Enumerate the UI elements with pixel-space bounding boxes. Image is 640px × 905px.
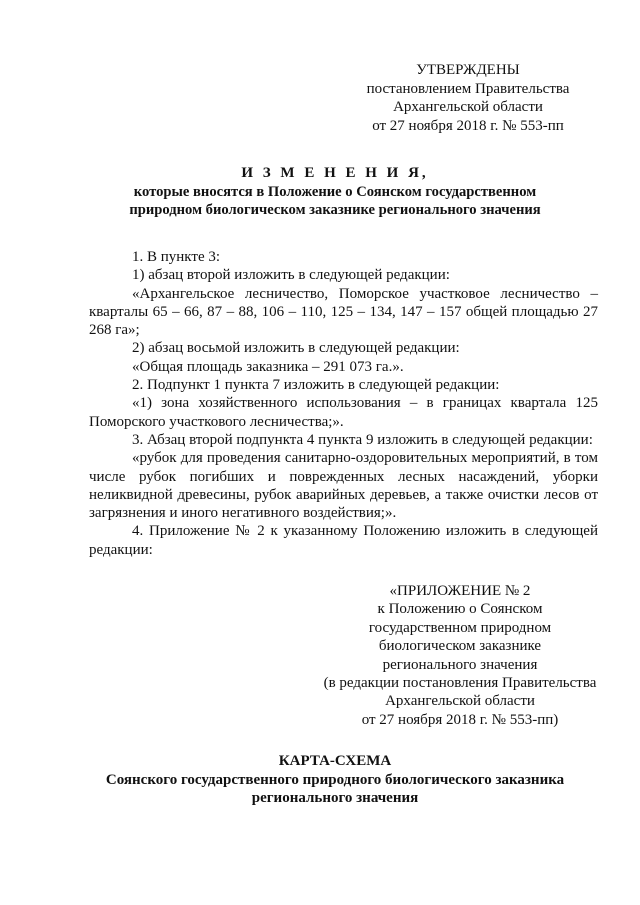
appendix-line: Архангельской области	[385, 693, 535, 710]
paragraph-subitem: 2) абзац восьмой изложить в следующей редакции:	[132, 340, 460, 357]
appendix-line: к Положению о Соянском	[377, 601, 543, 618]
appendix-line: от 27 ноября 2018 г. № 553-пп)	[361, 711, 559, 728]
approval-line: УТВЕРЖДЕНЫ	[416, 62, 520, 78]
appendix-line: «ПРИЛОЖЕНИЕ № 2	[389, 583, 531, 599]
appendix-line: (в редакции постановления Правительства	[323, 675, 597, 692]
document-body	[89, 248, 598, 559]
paragraph-item-1: 1. В пункте 3:	[132, 249, 221, 265]
paragraph-quote: «1) зона хозяйственного использования – в границах квартала 125 Поморского участкового лесничества;».	[89, 395, 598, 430]
heading-subtitle-line: которые вносятся в Положение о Соянском государственном	[133, 183, 537, 200]
map-title-line: регионального значения	[251, 790, 419, 806]
appendix-line: регионального значения	[382, 656, 538, 673]
map-title-line: Соянского государственного природного биологического заказника	[105, 771, 565, 788]
paragraph-item-3: 3. Абзац второй подпункта 4 пункта 9 изложить в следующей редакции:	[132, 431, 593, 448]
approval-line: постановлением Правительства	[366, 80, 570, 97]
appendix-line: биологическом заказнике	[378, 638, 542, 655]
paragraph-item-2: 2. Подпункт 1 пункта 7 изложить в следующей редакции:	[132, 377, 500, 394]
paragraph-quote: «Общая площадь заказника – 291 073 га.».	[132, 358, 404, 375]
approval-line: от 27 ноября 2018 г. № 553-пп	[372, 117, 564, 134]
map-title-heading: КАРТА-СХЕМА	[278, 753, 392, 769]
document-heading	[90, 164, 580, 220]
approval-stamp	[343, 61, 593, 135]
approval-line: Архангельской области	[393, 99, 543, 115]
appendix-line: государственном природном	[368, 619, 552, 636]
appendix-header	[300, 582, 620, 729]
map-scheme-title	[60, 752, 610, 808]
paragraph-quote: «Архангельское лесничество, Поморское участковое лесничество – кварталы 65 – 66, 87 – 88, 106 – 110, 125 – 134, 147 – 157 общей площадью 27 268 га»;	[89, 285, 598, 339]
paragraph-subitem: 1) абзац второй изложить в следующей редакции:	[132, 267, 450, 284]
paragraph-item-4: 4. Приложение № 2 к указанному Положению изложить в следующей редакции:	[89, 523, 598, 558]
heading-title: И З М Е Н Е Н И Я,	[241, 165, 429, 181]
heading-subtitle-line: природном биологическом заказнике регионального значения	[129, 202, 541, 218]
paragraph-quote: «рубок для проведения санитарно-оздоровительных мероприятий, в том числе рубок погибших и поврежденных лесных насаждений, уборки неликвидной древесины, рубок аварийных деревьев, а также очистки лесов от загрязнения и иного негативного воздействия;».	[89, 450, 598, 522]
